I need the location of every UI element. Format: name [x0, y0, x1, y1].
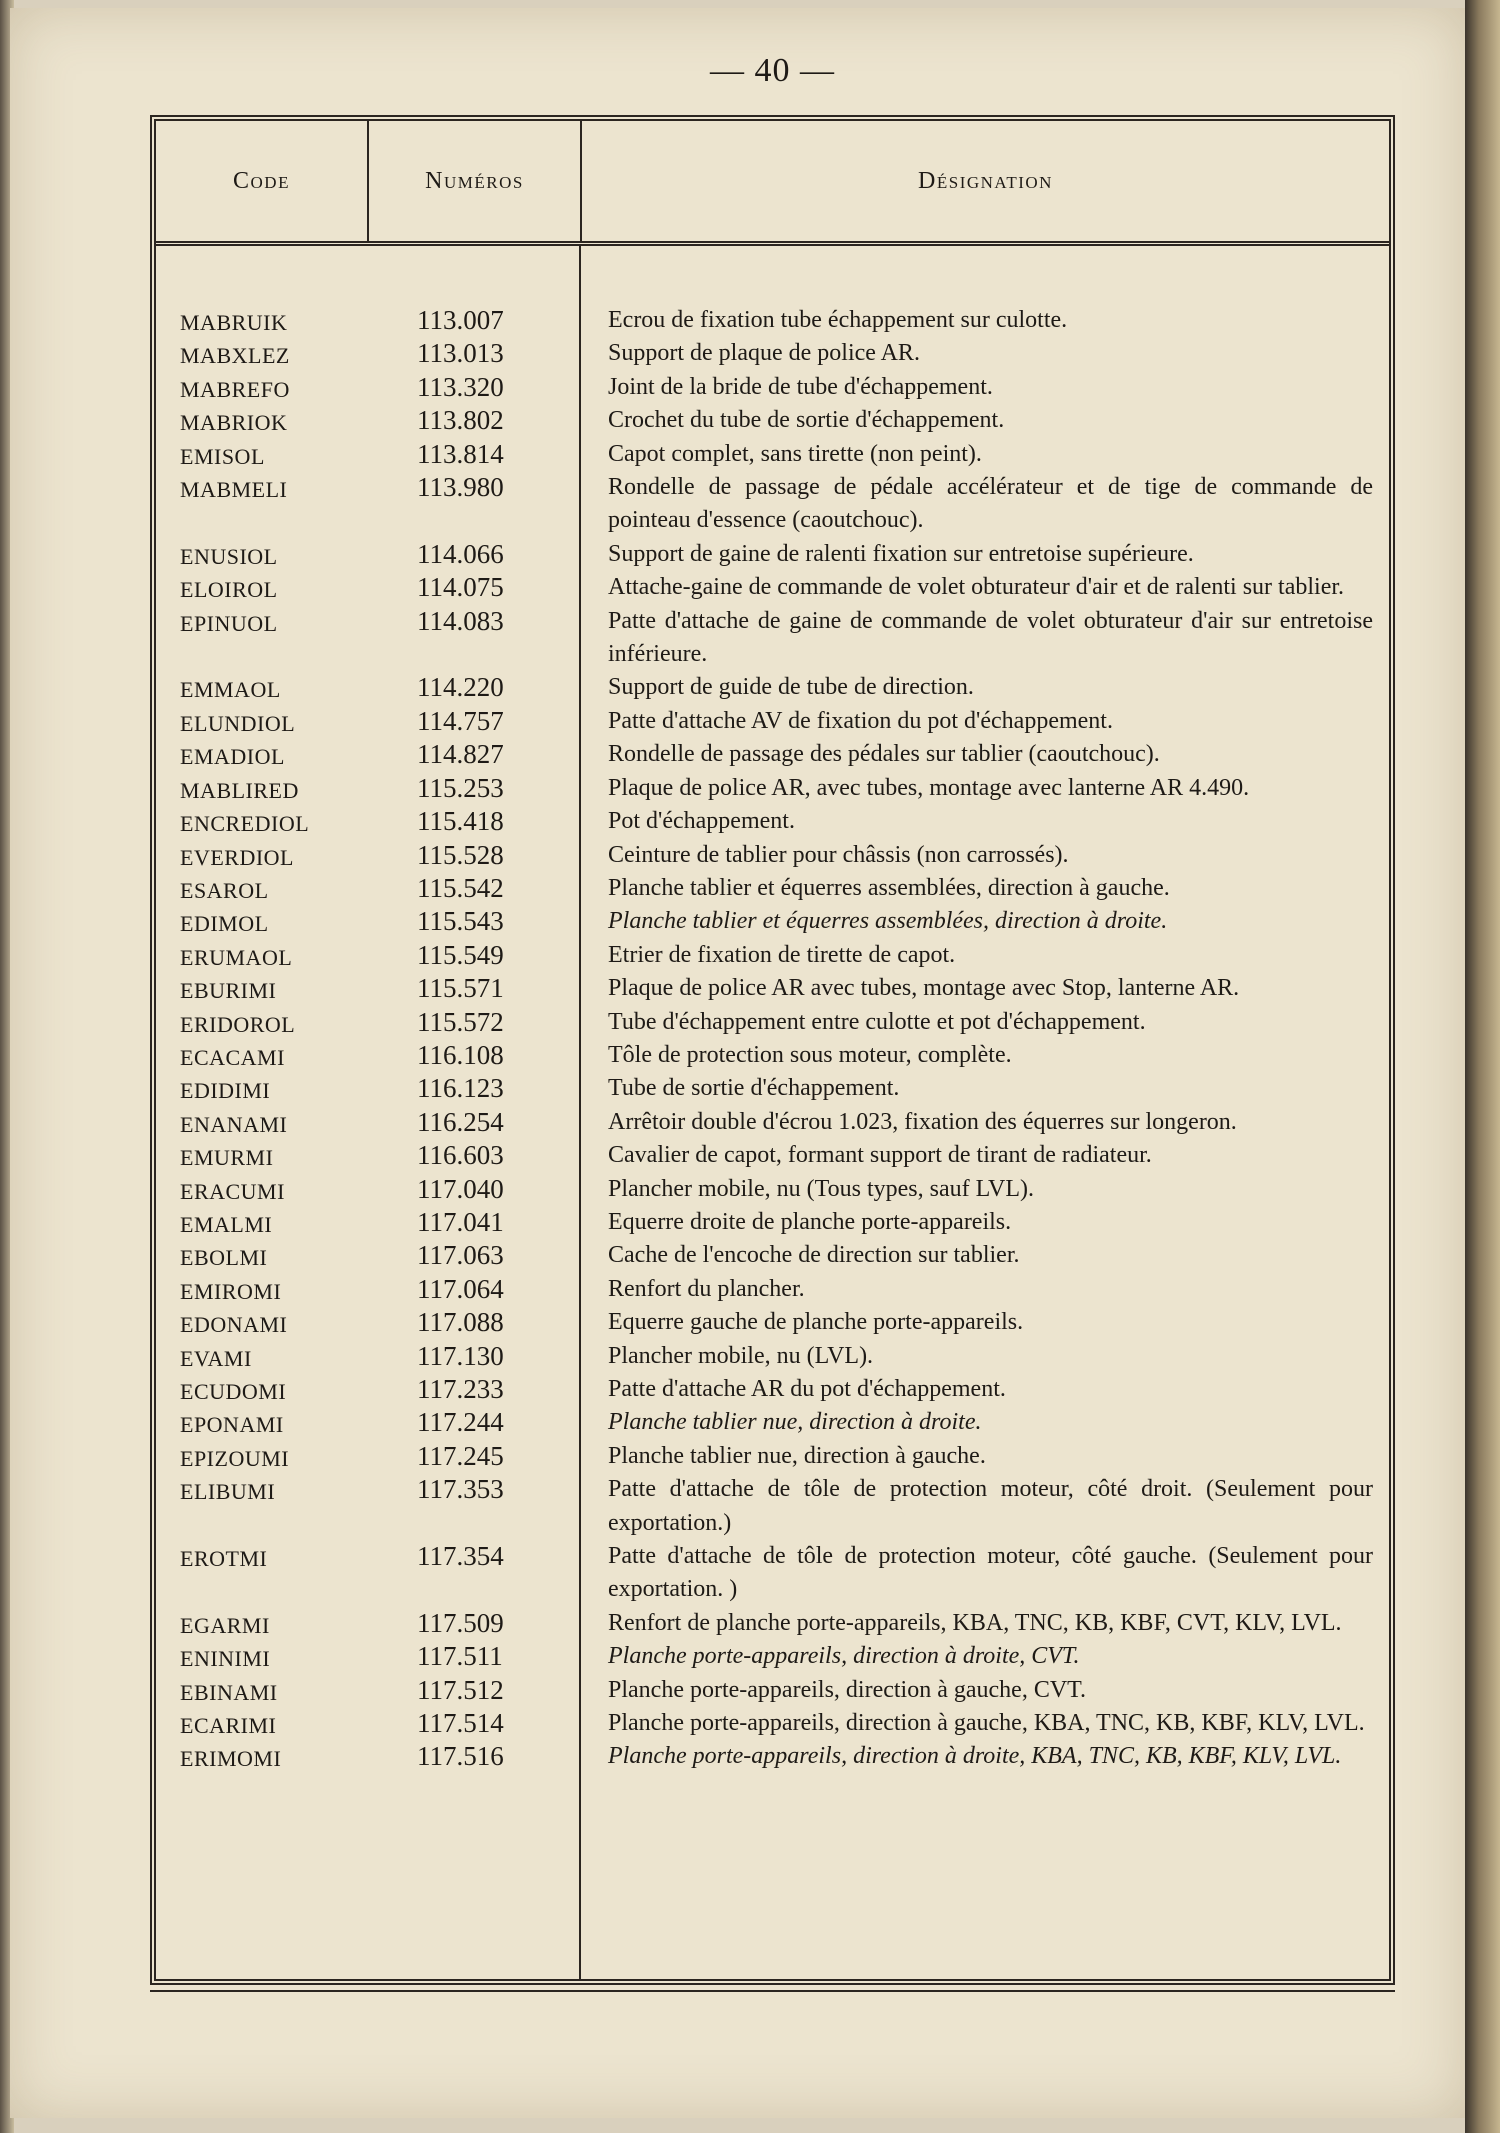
table-row: [156, 304, 1389, 337]
part-number: 116.603: [417, 1140, 504, 1171]
part-designation: Support de guide de tube de direction.: [608, 674, 974, 701]
part-designation: Planche tablier nue, direction à gauche.: [608, 1442, 986, 1469]
part-number: 114.066: [417, 538, 504, 569]
part-number: 115.418: [417, 806, 504, 837]
part-number: 116.108: [417, 1039, 504, 1070]
table-row: [156, 438, 1389, 471]
part-code: ENINIMI: [180, 1646, 271, 1672]
part-code: MABRUIK: [180, 310, 288, 335]
part-designation: Patte d'attache de tôle de protection moteur, côté droit. (Seulement pour exportation.): [608, 1476, 1373, 1536]
part-number: 115.572: [417, 1006, 504, 1037]
table-row: [156, 1273, 1389, 1306]
part-designation: Support de plaque de police AR.: [608, 340, 920, 367]
table-row: [156, 1740, 1389, 1773]
header-numeros: Numéros: [369, 121, 582, 241]
part-designation: Attache-gaine de commande de volet obturateur d'air et de ralenti sur tablier.: [608, 574, 1345, 601]
part-number: 117.233: [417, 1374, 504, 1404]
part-code: ECACAMI: [180, 1044, 285, 1070]
part-designation: Planche porte-appareils, direction à droite, CVT.: [608, 1643, 1080, 1670]
part-code: EBINAMI: [180, 1679, 278, 1705]
part-number: 117.354: [417, 1541, 504, 1572]
part-designation: Capot complet, sans tirette (non peint).: [608, 440, 982, 467]
part-number: 113.013: [417, 338, 504, 369]
table-row: [156, 905, 1389, 938]
table-row: [156, 605, 1389, 672]
bottom-rule: [150, 1990, 1395, 1992]
part-code: ESAROL: [180, 877, 269, 903]
part-designation: Equerre gauche de planche porte-appareils.: [608, 1309, 1024, 1336]
part-designation: Planche tablier nue, direction à droite.: [608, 1409, 982, 1436]
part-number: 113.802: [417, 405, 504, 436]
table-row: [156, 1139, 1389, 1172]
part-code: ERIDOROL: [180, 1011, 296, 1037]
book-binding: [1465, 0, 1500, 2133]
part-code: ELUNDIOL: [180, 710, 296, 736]
table-row: [156, 1039, 1389, 1072]
part-designation: Tube d'échappement entre culotte et pot d'échappement.: [608, 1008, 1146, 1035]
part-designation: Patte d'attache de tôle de protection moteur, côté gauche. (Seulement pour exportation. ): [608, 1543, 1373, 1603]
table-row: [156, 1473, 1389, 1540]
part-designation: Etrier de fixation de tirette de capot.: [608, 941, 956, 968]
part-number: 113.320: [417, 371, 504, 402]
table-row: [156, 839, 1389, 872]
table-row: [156, 1173, 1389, 1206]
part-designation: Ceinture de tablier pour châssis (non carrossés).: [608, 841, 1069, 868]
part-number: 117.353: [417, 1474, 504, 1505]
table-header: [156, 121, 1389, 246]
table-row: [156, 471, 1389, 538]
table-row: [156, 1340, 1389, 1373]
part-designation: Patte d'attache de gaine de commande de volet obturateur d'air sur entretoise inférieure.: [608, 607, 1373, 668]
part-code: EMIROMI: [180, 1278, 282, 1304]
part-number: 116.123: [417, 1073, 504, 1104]
part-designation: Planche porte-appareils, direction à gauche, CVT.: [608, 1676, 1087, 1703]
table-row: [156, 371, 1389, 404]
part-code: MABRIOK: [180, 410, 288, 436]
part-designation: Planche tablier et équerres assemblées, direction à droite.: [608, 908, 1168, 935]
part-code: ENCREDIOL: [180, 811, 310, 837]
table-row: [156, 1373, 1389, 1406]
part-designation: Cache de l'encoche de direction sur tablier.: [608, 1242, 1020, 1269]
part-code: ELOIROL: [180, 577, 278, 603]
table-body: [156, 304, 1389, 1774]
part-number: 115.571: [417, 973, 504, 1004]
part-designation: Pot d'échappement.: [608, 808, 795, 835]
part-designation: Equerre droite de planche porte-appareils.: [608, 1208, 1012, 1235]
part-code: ENANAMI: [180, 1111, 288, 1137]
part-designation: Ecrou de fixation tube échappement sur culotte.: [608, 307, 1068, 333]
table-row: [156, 972, 1389, 1005]
part-code: MABMELI: [180, 477, 288, 503]
table-row: [156, 337, 1389, 370]
part-code: EPIZOUMI: [180, 1445, 290, 1471]
part-designation: Joint de la bride de tube d'échappement.: [608, 373, 993, 400]
part-number: 117.245: [417, 1440, 504, 1471]
part-number: 114.083: [417, 605, 504, 636]
part-code: MABXLEZ: [180, 343, 290, 369]
part-number: 117.512: [417, 1674, 504, 1705]
part-designation: Renfort du plancher.: [608, 1275, 805, 1302]
table-row: [156, 738, 1389, 771]
table-row: [156, 1440, 1389, 1473]
part-code: EBURIMI: [180, 978, 277, 1004]
part-designation: Crochet du tube de sortie d'échappement.: [608, 407, 1005, 434]
part-number: 113.980: [417, 472, 504, 503]
part-code: EMISOL: [180, 443, 265, 469]
part-designation: Plancher mobile, nu (LVL).: [608, 1342, 874, 1369]
table-row: [156, 872, 1389, 905]
part-code: EGARMI: [180, 1612, 270, 1638]
part-designation: Cavalier de capot, formant support de tirant de radiateur.: [608, 1142, 1152, 1169]
part-number: 117.064: [417, 1273, 504, 1304]
part-number: 117.514: [417, 1708, 504, 1739]
part-designation: Tube de sortie d'échappement.: [608, 1075, 900, 1102]
table-row: [156, 1206, 1389, 1239]
part-designation: Planche porte-appareils, direction à droite, KBA, TNC, KB, KBF, KLV, LVL.: [608, 1743, 1342, 1770]
table-row: [156, 1006, 1389, 1039]
part-number: 115.528: [417, 839, 504, 870]
table-row: [156, 538, 1389, 571]
part-code: MABREFO: [180, 376, 290, 402]
table-row: [156, 1072, 1389, 1105]
table-row: [156, 1640, 1389, 1673]
part-code: EMALMI: [180, 1211, 273, 1237]
part-code: EPINUOL: [180, 610, 278, 636]
part-designation: Planche porte-appareils, direction à gauche, KBA, TNC, KB, KBF, KLV, LVL.: [608, 1710, 1365, 1737]
part-number: 115.253: [417, 772, 504, 803]
part-designation: Patte d'attache AR du pot d'échappement.: [608, 1376, 1006, 1402]
part-code: ECUDOMI: [180, 1379, 287, 1404]
part-designation: Renfort de planche porte-appareils, KBA, TNC, KB, KBF, CVT, KLV, LVL.: [608, 1609, 1342, 1636]
part-number: 117.063: [417, 1240, 504, 1271]
part-number: 117.516: [417, 1741, 504, 1772]
part-number: 116.254: [417, 1106, 504, 1137]
part-number: 114.220: [417, 672, 504, 703]
part-code: EDIMOL: [180, 911, 269, 937]
table-row: [156, 571, 1389, 604]
table-row: [156, 1607, 1389, 1640]
header-designation: Désignation: [918, 167, 1053, 194]
part-number: 117.088: [417, 1307, 504, 1338]
part-designation: Rondelle de passage des pédales sur tablier (caoutchouc).: [608, 741, 1160, 768]
part-code: MABLIRED: [180, 777, 299, 803]
part-code: ELIBUMI: [180, 1479, 276, 1505]
part-number: 117.244: [417, 1407, 504, 1438]
part-designation: Tôle de protection sous moteur, complète.: [608, 1041, 1012, 1068]
header-code: Code: [156, 121, 369, 241]
part-designation: Arrêtoir double d'écrou 1.023, fixation des équerres sur longeron.: [608, 1108, 1237, 1135]
part-code: ENUSIOL: [180, 543, 278, 569]
table-row: [156, 671, 1389, 704]
table-row: [156, 1674, 1389, 1707]
table-row: [156, 404, 1389, 437]
part-designation: Support de gaine de ralenti fixation sur entretoise supérieure.: [608, 540, 1194, 567]
page-number: — 40 —: [710, 52, 835, 89]
part-code: EMADIOL: [180, 744, 285, 770]
part-number: 117.041: [417, 1206, 504, 1237]
part-code: EVERDIOL: [180, 844, 294, 870]
part-number: 117.509: [417, 1607, 504, 1638]
part-code: EDIDIMI: [180, 1078, 271, 1104]
part-code: ECARIMI: [180, 1713, 277, 1739]
part-number: 115.543: [417, 906, 504, 937]
part-designation: Planche tablier et équerres assemblées, direction à gauche.: [608, 874, 1170, 901]
part-designation: Patte d'attache AV de fixation du pot d'échappement.: [608, 707, 1113, 734]
table-row: [156, 772, 1389, 805]
part-number: 115.542: [417, 872, 504, 903]
part-code: EROTMI: [180, 1546, 268, 1572]
part-code: EMURMI: [180, 1145, 274, 1171]
part-designation: Plaque de police AR, avec tubes, montage avec lanterne AR 4.490.: [608, 774, 1250, 801]
part-number: 114.827: [417, 739, 504, 770]
part-designation: Rondelle de passage de pédale accélérateur et de tige de commande de pointeau d'essence (caoutchouc).: [608, 474, 1373, 534]
part-code: EVAMI: [180, 1345, 252, 1371]
part-designation: Plaque de police AR avec tubes, montage avec Stop, lanterne AR.: [608, 975, 1240, 1002]
part-number: 115.549: [417, 939, 504, 970]
table-row: [156, 1707, 1389, 1740]
part-code: ERUMAOL: [180, 944, 293, 970]
part-number: 117.130: [417, 1340, 504, 1371]
table-row: [156, 1540, 1389, 1607]
table-row: [156, 1406, 1389, 1439]
part-number: 114.757: [417, 705, 504, 736]
part-number: 113.814: [417, 438, 504, 469]
parts-table: [150, 115, 1395, 1985]
table-row: [156, 939, 1389, 972]
part-code: ERIMOMI: [180, 1746, 282, 1772]
part-code: EDONAMI: [180, 1312, 288, 1338]
table-row: [156, 1239, 1389, 1272]
part-number: 117.511: [417, 1641, 503, 1672]
table-row: [156, 705, 1389, 738]
table-row: [156, 1306, 1389, 1339]
part-number: 114.075: [417, 572, 504, 603]
part-code: EBOLMI: [180, 1245, 268, 1271]
table-row: [156, 805, 1389, 838]
part-code: EPONAMI: [180, 1412, 284, 1438]
table-row: [156, 1106, 1389, 1139]
part-code: ERACUMI: [180, 1178, 285, 1204]
part-number: 113.007: [417, 305, 504, 335]
part-designation: Plancher mobile, nu (Tous types, sauf LVL).: [608, 1175, 1035, 1202]
part-code: EMMAOL: [180, 677, 281, 703]
part-number: 117.040: [417, 1173, 504, 1204]
